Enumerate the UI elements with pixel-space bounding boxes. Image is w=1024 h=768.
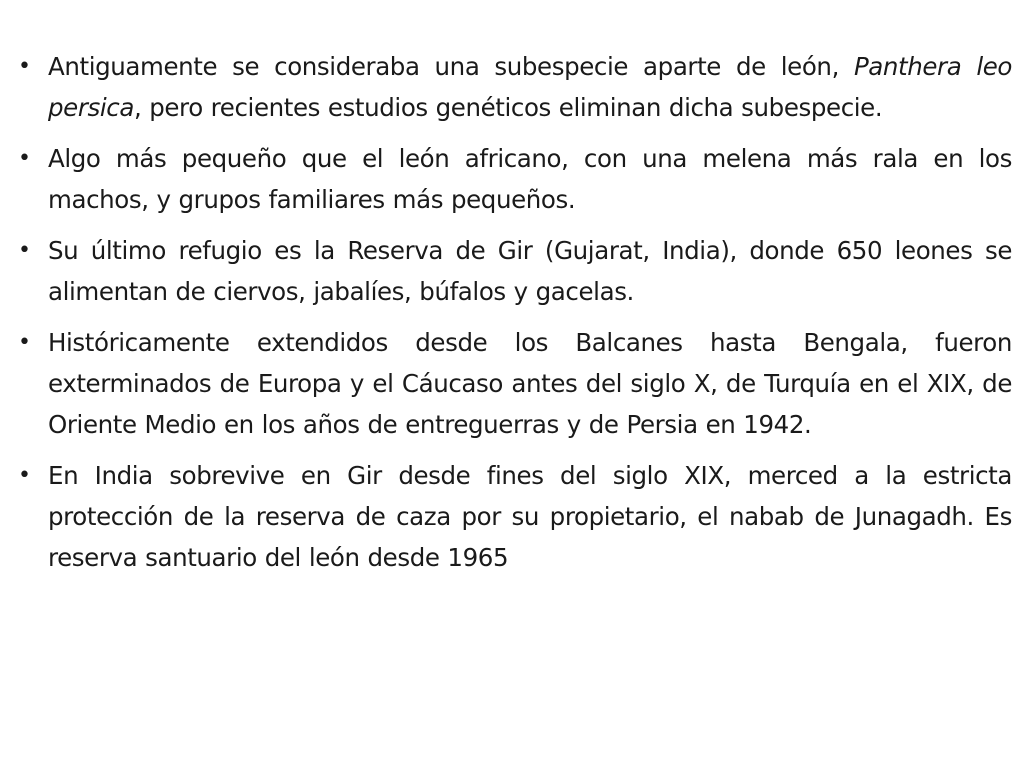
bullet-text: Algo más pequeño que el león africano, con una melena más rala en los machos, y grupos familiares más pequeños. — [48, 144, 1012, 214]
bullet-text: En India sobrevive en Gir desde fines del siglo XIX, merced a la estricta protección de la reserva de caza por su propietario, el nabab de Junagadh. Es reserva santuario del león desde 1965 — [48, 461, 1012, 572]
bullet-marker: • — [18, 146, 31, 171]
bullet-item-5 — [18, 455, 1012, 578]
bullet-marker: • — [18, 463, 31, 488]
bullet-text — [48, 52, 1012, 122]
bullet-marker: • — [18, 330, 31, 355]
bullet-item-3 — [18, 230, 1012, 312]
bullet-item-1 — [18, 46, 1012, 128]
bullet-text: Históricamente extendidos desde los Balcanes hasta Bengala, fueron exterminados de Europa y el Cáucaso antes del siglo X, de Turquía en el XIX, de Oriente Medio en los años de entreguerras y de Persia en 1942. — [48, 328, 1012, 439]
bullet-marker: • — [18, 54, 31, 79]
bullet-item-4 — [18, 322, 1012, 445]
bullet-item-2 — [18, 138, 1012, 220]
scientific-name: Panthera leo persica — [48, 52, 1012, 122]
bullet-list — [18, 46, 1012, 588]
bullet-text: Su último refugio es la Reserva de Gir (Gujarat, India), donde 650 leones se alimentan de ciervos, jabalíes, búfalos y gacelas. — [48, 236, 1012, 306]
bullet-text-part: Antiguamente se consideraba una subespecie aparte de león, — [48, 52, 854, 81]
bullet-text-part: , pero recientes estudios genéticos eliminan dicha subespecie. — [133, 93, 883, 122]
bullet-marker: • — [18, 238, 31, 263]
